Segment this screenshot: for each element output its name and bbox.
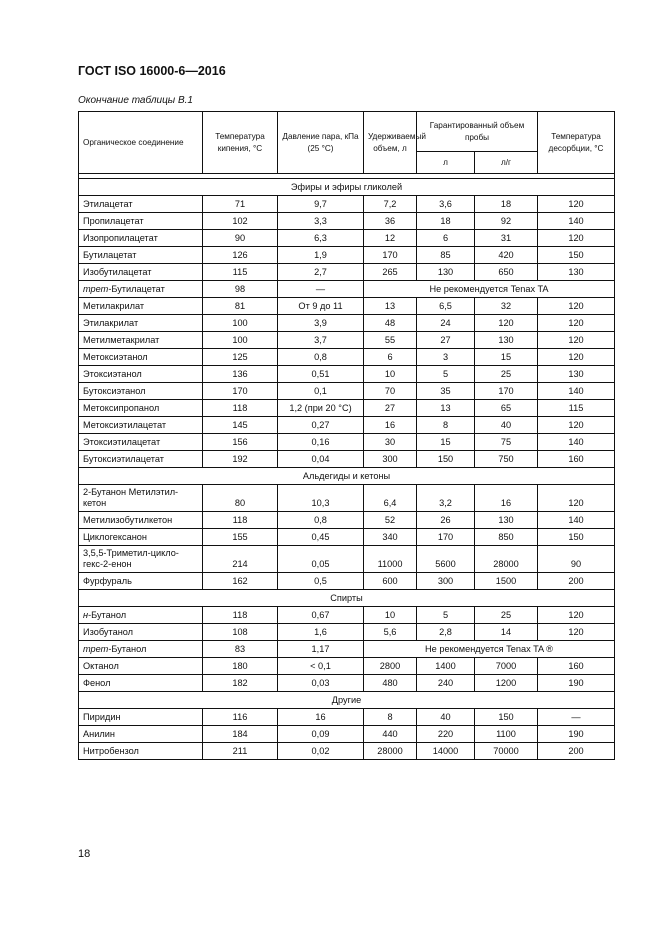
cell-volume-l: 35 [417, 383, 475, 400]
compound-name: Этилакрилат [83, 317, 139, 328]
compound-name: Октанол [83, 660, 119, 671]
cell-desorption: 150 [538, 529, 615, 546]
cell-compound [79, 349, 203, 366]
cell-boiling: 118 [203, 400, 278, 417]
compound-name: Метоксиэтанол [83, 351, 148, 362]
cell-retention: 7,2 [364, 196, 417, 213]
cell-desorption: 115 [538, 400, 615, 417]
cell-volume-lg: 25 [475, 366, 538, 383]
cell-volume-l: 5 [417, 366, 475, 383]
cell-compound [79, 451, 203, 468]
cell-compound [79, 546, 203, 573]
cell-pressure: 6,3 [278, 230, 364, 247]
header-desorption: Температура десорбции, °С [538, 112, 615, 174]
cell-desorption: 120 [538, 607, 615, 624]
table-row [79, 512, 615, 529]
section-row [79, 692, 615, 709]
cell-compound [79, 624, 203, 641]
cell-boiling: 90 [203, 230, 278, 247]
table-row [79, 726, 615, 743]
cell-retention: 340 [364, 529, 417, 546]
cell-volume-lg: 40 [475, 417, 538, 434]
cell-compound [79, 315, 203, 332]
table-row [79, 264, 615, 281]
cell-retention: 5,6 [364, 624, 417, 641]
cell-desorption: 190 [538, 675, 615, 692]
cell-pressure: 0,04 [278, 451, 364, 468]
compound-name: 2-Бутанон Метилэтил-кетон [83, 487, 179, 508]
cell-volume-lg: 130 [475, 332, 538, 349]
cell-desorption: 120 [538, 624, 615, 641]
cell-volume-l: 3 [417, 349, 475, 366]
cell-compound [79, 213, 203, 230]
cell-pressure: 0,8 [278, 512, 364, 529]
table-row [79, 332, 615, 349]
cell-volume-l: 170 [417, 529, 475, 546]
cell-boiling: 118 [203, 607, 278, 624]
compound-prefix: н [83, 609, 89, 620]
cell-desorption: 120 [538, 332, 615, 349]
cell-compound [79, 417, 203, 434]
cell-volume-lg: 92 [475, 213, 538, 230]
header-pressure: Давление пара, кПа (25 °С) [278, 112, 364, 174]
table-row [79, 529, 615, 546]
cell-volume-lg: 31 [475, 230, 538, 247]
table-row [79, 485, 615, 512]
compound-name: Метоксипропанол [83, 402, 160, 413]
cell-pressure: 0,03 [278, 675, 364, 692]
cell-compound [79, 675, 203, 692]
cell-volume-lg: 1200 [475, 675, 538, 692]
table-row [79, 247, 615, 264]
table-row [79, 607, 615, 624]
cell-volume-lg: 120 [475, 315, 538, 332]
cell-desorption: 120 [538, 196, 615, 213]
cell-retention: 55 [364, 332, 417, 349]
cell-compound [79, 658, 203, 675]
cell-volume-l: 24 [417, 315, 475, 332]
table-row [79, 417, 615, 434]
cell-compound [79, 607, 203, 624]
table-row [79, 434, 615, 451]
cell-retention: 10 [364, 366, 417, 383]
header-retention: Удерживаемый объем, л [364, 112, 417, 174]
data-table [78, 111, 615, 760]
cell-retention: 8 [364, 709, 417, 726]
section-title: Альдегиды и кетоны [79, 468, 615, 485]
cell-desorption: 140 [538, 434, 615, 451]
cell-volume-l: 6 [417, 230, 475, 247]
compound-name: Изопропилацетат [83, 232, 158, 243]
cell-desorption: 130 [538, 366, 615, 383]
table-row [79, 451, 615, 468]
table-row [79, 230, 615, 247]
cell-volume-l: 13 [417, 400, 475, 417]
cell-retention: 16 [364, 417, 417, 434]
header-guaranteed: Гарантированный объем пробы [417, 112, 538, 152]
cell-compound [79, 298, 203, 315]
cell-boiling: 211 [203, 743, 278, 760]
cell-compound [79, 400, 203, 417]
cell-boiling: 81 [203, 298, 278, 315]
cell-boiling: 162 [203, 573, 278, 590]
compound-name: Этоксиэтанол [83, 368, 142, 379]
table-row [79, 400, 615, 417]
table-row [79, 196, 615, 213]
cell-pressure: 0,16 [278, 434, 364, 451]
cell-pressure: 1,9 [278, 247, 364, 264]
compound-name: Нитробензол [83, 745, 139, 756]
cell-volume-lg: 1100 [475, 726, 538, 743]
table-row [79, 658, 615, 675]
cell-desorption: 120 [538, 417, 615, 434]
cell-boiling: 155 [203, 529, 278, 546]
table-row [79, 546, 615, 573]
cell-volume-l: 26 [417, 512, 475, 529]
compound-name: Этоксиэтилацетат [83, 436, 161, 447]
section-title: Другие [79, 692, 615, 709]
cell-volume-l: 300 [417, 573, 475, 590]
compound-prefix: трет [83, 643, 109, 654]
table-row [79, 383, 615, 400]
cell-compound [79, 434, 203, 451]
cell-compound [79, 485, 203, 512]
section-title: Спирты [79, 590, 615, 607]
cell-desorption: 90 [538, 546, 615, 573]
table-row [79, 213, 615, 230]
compound-name: Бутилацетат [83, 249, 137, 260]
cell-retention: 300 [364, 451, 417, 468]
section-title: Эфиры и эфиры гликолей [79, 179, 615, 196]
cell-boiling: 116 [203, 709, 278, 726]
compound-name: Изобутилацетат [83, 266, 152, 277]
cell-boiling: 180 [203, 658, 278, 675]
cell-not-recommended: Не рекомендуется Tenax TA ® [364, 641, 615, 658]
cell-desorption: 120 [538, 230, 615, 247]
cell-desorption: 120 [538, 485, 615, 512]
cell-retention: 2800 [364, 658, 417, 675]
cell-retention: 6 [364, 349, 417, 366]
cell-volume-lg: 25 [475, 607, 538, 624]
cell-volume-l: 1400 [417, 658, 475, 675]
cell-boiling: 98 [203, 281, 278, 298]
cell-retention: 170 [364, 247, 417, 264]
cell-retention: 30 [364, 434, 417, 451]
cell-boiling: 83 [203, 641, 278, 658]
cell-desorption: 140 [538, 383, 615, 400]
cell-pressure: 0,05 [278, 546, 364, 573]
cell-desorption: 160 [538, 451, 615, 468]
compound-name: Фурфураль [83, 575, 132, 586]
header-unit-lg: л/г [475, 152, 538, 174]
cell-compound [79, 709, 203, 726]
section-row [79, 468, 615, 485]
table-row [79, 349, 615, 366]
cell-pressure: 10,3 [278, 485, 364, 512]
compound-name: 3,5,5-Триметил-цикло-гекс-2-енон [83, 548, 179, 569]
cell-boiling: 192 [203, 451, 278, 468]
cell-not-recommended: Не рекомендуется Tenax TA [364, 281, 615, 298]
compound-name: Бутоксиэтанол [83, 385, 146, 396]
cell-pressure: От 9 до 11 [278, 298, 364, 315]
table-row [79, 641, 615, 658]
cell-boiling: 102 [203, 213, 278, 230]
header-boiling: Температура кипения, °С [203, 112, 278, 174]
page-number: 18 [78, 848, 91, 860]
cell-compound [79, 230, 203, 247]
cell-volume-lg: 16 [475, 485, 538, 512]
compound-name: Пиридин [83, 711, 121, 722]
cell-volume-l: 8 [417, 417, 475, 434]
cell-compound [79, 281, 203, 298]
cell-volume-l: 40 [417, 709, 475, 726]
cell-volume-l: 3,2 [417, 485, 475, 512]
compound-name: Изобутанол [83, 626, 134, 637]
cell-pressure: 0,5 [278, 573, 364, 590]
compound-name: Метоксиэтилацетат [83, 419, 167, 430]
cell-compound [79, 264, 203, 281]
cell-volume-l: 2,8 [417, 624, 475, 641]
cell-desorption: — [538, 709, 615, 726]
cell-desorption: 140 [538, 512, 615, 529]
cell-volume-l: 130 [417, 264, 475, 281]
cell-volume-lg: 420 [475, 247, 538, 264]
cell-volume-lg: 650 [475, 264, 538, 281]
cell-pressure: 1,2 (при 20 °С) [278, 400, 364, 417]
cell-retention: 440 [364, 726, 417, 743]
cell-volume-lg: 65 [475, 400, 538, 417]
cell-retention: 70 [364, 383, 417, 400]
cell-desorption: 160 [538, 658, 615, 675]
cell-volume-lg: 18 [475, 196, 538, 213]
table-row [79, 675, 615, 692]
cell-volume-lg: 750 [475, 451, 538, 468]
cell-pressure: 9,7 [278, 196, 364, 213]
cell-volume-l: 15 [417, 434, 475, 451]
cell-volume-l: 240 [417, 675, 475, 692]
table-row [79, 298, 615, 315]
compound-name: Бутоксиэтилацетат [83, 453, 164, 464]
cell-volume-lg: 75 [475, 434, 538, 451]
cell-retention: 600 [364, 573, 417, 590]
cell-boiling: 156 [203, 434, 278, 451]
cell-pressure: 0,8 [278, 349, 364, 366]
cell-volume-l: 5600 [417, 546, 475, 573]
document-header: ГОСТ ISO 16000-6—2016 [78, 64, 226, 78]
cell-boiling: 182 [203, 675, 278, 692]
cell-boiling: 126 [203, 247, 278, 264]
cell-retention: 480 [364, 675, 417, 692]
cell-desorption: 140 [538, 213, 615, 230]
compound-name: Циклогексанон [83, 531, 147, 542]
compound-name: Анилин [83, 728, 115, 739]
cell-boiling: 108 [203, 624, 278, 641]
cell-compound [79, 573, 203, 590]
cell-pressure: 0,67 [278, 607, 364, 624]
cell-compound [79, 383, 203, 400]
cell-volume-lg: 14 [475, 624, 538, 641]
table-body [79, 179, 615, 760]
cell-volume-lg: 7000 [475, 658, 538, 675]
table-row [79, 315, 615, 332]
compound-name: -Бутанол [108, 643, 147, 654]
cell-pressure: 3,9 [278, 315, 364, 332]
cell-pressure: 1,17 [278, 641, 364, 658]
cell-retention: 12 [364, 230, 417, 247]
cell-retention: 36 [364, 213, 417, 230]
cell-volume-lg: 150 [475, 709, 538, 726]
cell-pressure: 0,09 [278, 726, 364, 743]
cell-compound [79, 512, 203, 529]
cell-volume-l: 27 [417, 332, 475, 349]
cell-volume-lg: 850 [475, 529, 538, 546]
cell-boiling: 136 [203, 366, 278, 383]
cell-volume-lg: 15 [475, 349, 538, 366]
cell-desorption: 130 [538, 264, 615, 281]
table-caption: Окончание таблицы В.1 [78, 95, 193, 106]
cell-retention: 48 [364, 315, 417, 332]
cell-compound [79, 196, 203, 213]
header-unit-l: л [417, 152, 475, 174]
cell-retention: 13 [364, 298, 417, 315]
cell-desorption: 200 [538, 573, 615, 590]
compound-name: Метилметакрилат [83, 334, 160, 345]
cell-pressure: — [278, 281, 364, 298]
cell-compound [79, 726, 203, 743]
cell-volume-lg: 70000 [475, 743, 538, 760]
cell-pressure: < 0,1 [278, 658, 364, 675]
cell-compound [79, 366, 203, 383]
cell-compound [79, 641, 203, 658]
cell-pressure: 1,6 [278, 624, 364, 641]
cell-compound [79, 247, 203, 264]
table-row [79, 709, 615, 726]
cell-boiling: 118 [203, 512, 278, 529]
cell-boiling: 115 [203, 264, 278, 281]
table-row [79, 281, 615, 298]
cell-pressure: 0,51 [278, 366, 364, 383]
compound-name: Фенол [83, 677, 111, 688]
cell-pressure: 0,02 [278, 743, 364, 760]
cell-boiling: 100 [203, 315, 278, 332]
cell-volume-lg: 1500 [475, 573, 538, 590]
cell-retention: 265 [364, 264, 417, 281]
cell-desorption: 120 [538, 298, 615, 315]
cell-desorption: 120 [538, 315, 615, 332]
cell-boiling: 80 [203, 485, 278, 512]
cell-volume-l: 14000 [417, 743, 475, 760]
cell-volume-l: 3,6 [417, 196, 475, 213]
cell-volume-lg: 32 [475, 298, 538, 315]
cell-boiling: 125 [203, 349, 278, 366]
cell-pressure: 3,3 [278, 213, 364, 230]
cell-desorption: 200 [538, 743, 615, 760]
cell-volume-lg: 170 [475, 383, 538, 400]
table-row [79, 366, 615, 383]
header-compound: Органическое соединение [79, 112, 203, 174]
cell-retention: 28000 [364, 743, 417, 760]
cell-compound [79, 529, 203, 546]
cell-retention: 52 [364, 512, 417, 529]
table-row [79, 573, 615, 590]
cell-volume-l: 6,5 [417, 298, 475, 315]
cell-boiling: 145 [203, 417, 278, 434]
compound-name: -Бутилацетат [108, 283, 165, 294]
cell-boiling: 71 [203, 196, 278, 213]
table-row [79, 624, 615, 641]
compound-name: Метилакрилат [83, 300, 145, 311]
cell-desorption: 190 [538, 726, 615, 743]
cell-pressure: 2,7 [278, 264, 364, 281]
cell-volume-lg: 130 [475, 512, 538, 529]
compound-name: -Бутанол [88, 609, 127, 620]
table-row [79, 743, 615, 760]
cell-compound [79, 332, 203, 349]
cell-retention: 11000 [364, 546, 417, 573]
cell-pressure: 16 [278, 709, 364, 726]
cell-boiling: 170 [203, 383, 278, 400]
cell-desorption: 120 [538, 349, 615, 366]
cell-desorption: 150 [538, 247, 615, 264]
cell-pressure: 3,7 [278, 332, 364, 349]
cell-boiling: 100 [203, 332, 278, 349]
compound-name: Этилацетат [83, 198, 133, 209]
section-row [79, 179, 615, 196]
cell-retention: 6,4 [364, 485, 417, 512]
cell-pressure: 0,45 [278, 529, 364, 546]
cell-compound [79, 743, 203, 760]
cell-volume-l: 220 [417, 726, 475, 743]
cell-boiling: 184 [203, 726, 278, 743]
section-row [79, 590, 615, 607]
cell-volume-l: 150 [417, 451, 475, 468]
cell-volume-l: 18 [417, 213, 475, 230]
cell-pressure: 0,1 [278, 383, 364, 400]
cell-pressure: 0,27 [278, 417, 364, 434]
cell-volume-l: 5 [417, 607, 475, 624]
compound-prefix: трет [83, 283, 109, 294]
cell-boiling: 214 [203, 546, 278, 573]
cell-volume-lg: 28000 [475, 546, 538, 573]
cell-retention: 27 [364, 400, 417, 417]
cell-volume-l: 85 [417, 247, 475, 264]
cell-retention: 10 [364, 607, 417, 624]
compound-name: Пропилацетат [83, 215, 144, 226]
compound-name: Метилизобутилкетон [83, 514, 173, 525]
